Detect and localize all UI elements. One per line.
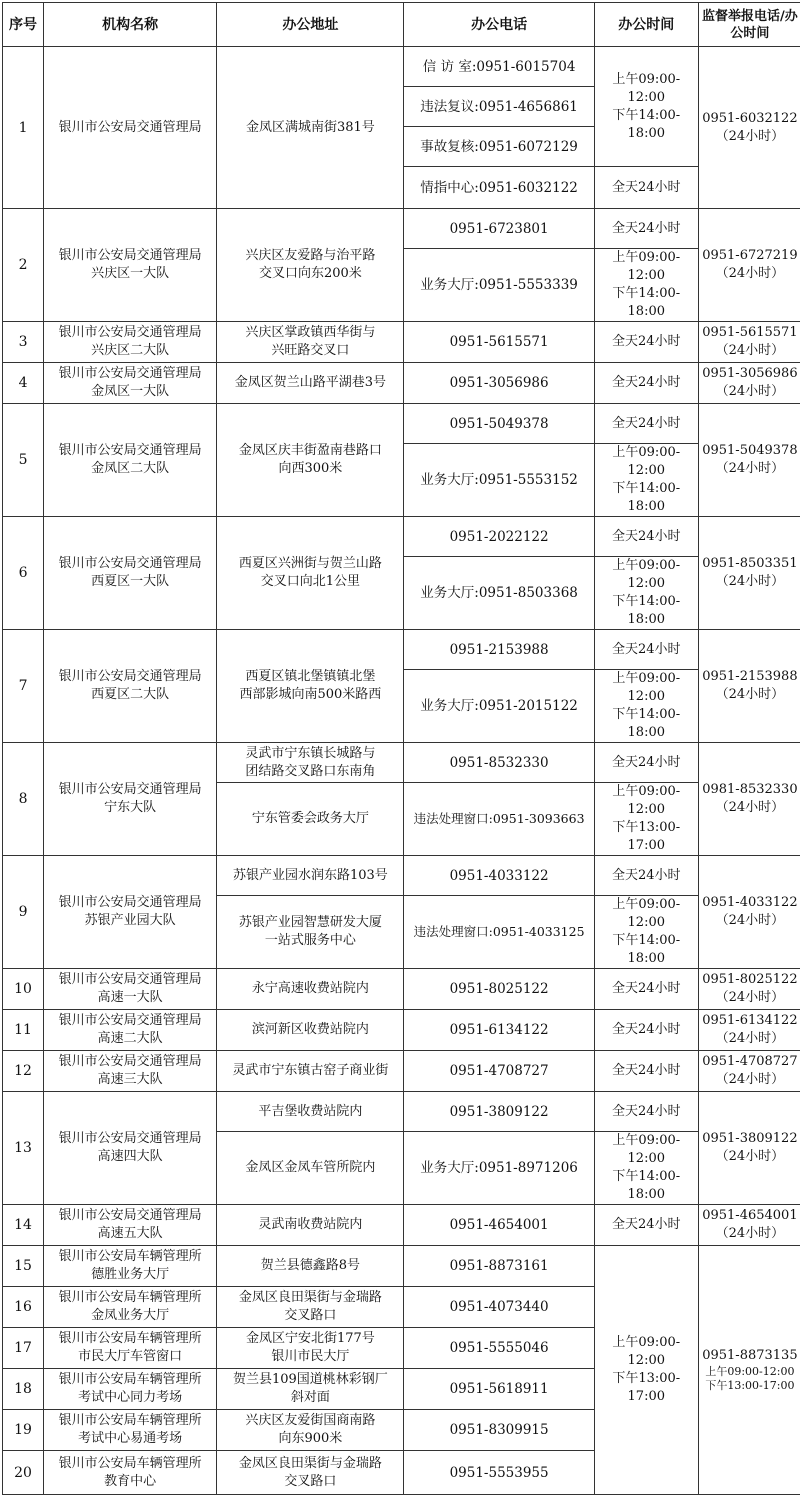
office-address: 贺兰县德鑫路8号 [217,1246,404,1287]
office-phone: 业务大厅:0951-5553152 [404,444,594,517]
office-phone: 违法处理窗口:0951-4033125 [404,896,594,969]
table-row [3,363,800,404]
supervision-phone: 0951-3809122 （24小时） [698,1092,800,1205]
office-address: 灵武市宁东镇长城路与 团结路交叉路口东南角 [217,743,404,783]
office-hours: 上午09:00-12:00 下午14:00-18:00 [594,444,698,517]
supervision-phone: 0951-5615571 （24小时） [698,322,800,363]
row-index: 16 [3,1287,44,1328]
table-row [3,969,800,1010]
office-hours: 上午09:00-12:00 下午14:00-18:00 [594,557,698,630]
row-index: 7 [3,630,44,743]
row-index: 13 [3,1092,44,1205]
row-index: 5 [3,404,44,517]
org-name: 银川市公安局交通管理局 高速四大队 [44,1092,217,1205]
office-address: 永宁高速收费站院内 [217,969,404,1010]
office-address: 苏银产业园水润东路103号 [217,856,404,896]
row-index: 12 [3,1051,44,1092]
office-hours: 上午09:00-12:00 下午14:00-18:00 [594,670,698,743]
office-hours: 全天24小时 [594,630,698,670]
supervision-phone: 0951-4654001 （24小时） [698,1205,800,1246]
row-index: 9 [3,856,44,969]
row-index: 11 [3,1010,44,1051]
office-phone: 0951-2153988 [404,630,594,670]
org-name: 银川市公安局交通管理局 西夏区二大队 [44,630,217,743]
row-index: 1 [3,47,44,209]
office-address: 西夏区兴洲街与贺兰山路 交叉口向北1公里 [217,517,404,630]
office-address: 灵武南收费站院内 [217,1205,404,1246]
table-row [3,1051,800,1092]
office-hours: 全天24小时 [594,743,698,783]
row-index: 2 [3,209,44,322]
office-phone: 情指中心:0951-6032122 [404,167,594,209]
supervision-phone: 0951-8025122 （24小时） [698,969,800,1010]
table-row [3,1205,800,1246]
office-hours: 全天24小时 [594,404,698,444]
office-phone: 0951-4033122 [404,856,594,896]
office-phone: 业务大厅:0951-2015122 [404,670,594,743]
org-name: 银川市公安局交通管理局 西夏区一大队 [44,517,217,630]
office-hours: 上午09:00-12:00 下午14:00-18:00 [594,1132,698,1205]
table-row [3,404,800,444]
office-phone: 0951-3056986 [404,363,594,404]
org-name: 银川市公安局车辆管理所 金凤业务大厅 [44,1287,217,1328]
org-name: 银川市公安局交通管理局 [44,47,217,209]
office-address: 金凤区良田渠街与金瑞路 交叉路口 [217,1451,404,1495]
row-index: 19 [3,1410,44,1451]
header-address: 办公地址 [217,3,404,47]
office-address: 金凤区庆丰街盈南巷路口 向西300米 [217,404,404,517]
office-hours: 上午09:00-12:00 下午14:00-18:00 [594,896,698,969]
office-phone: 事故复核:0951-6072129 [404,127,594,167]
office-address: 宁东管委会政务大厅 [217,783,404,856]
office-hours: 全天24小时 [594,969,698,1010]
office-phone: 0951-4708727 [404,1051,594,1092]
office-directory-table [2,2,800,1495]
office-address: 灵武市宁东镇古窑子商业街 [217,1051,404,1092]
header-hours: 办公时间 [594,3,698,47]
office-address: 平吉堡收费站院内 [217,1092,404,1132]
office-phone: 0951-5049378 [404,404,594,444]
supervision-phone: 0951-6032122 （24小时） [698,47,800,209]
table-row [3,322,800,363]
row-index: 6 [3,517,44,630]
office-hours: 全天24小时 [594,322,698,363]
table-row [3,47,800,87]
header-supervision: 监督举报电话/办公时间 [698,3,800,47]
row-index: 20 [3,1451,44,1495]
office-address: 金凤区金凤车管所院内 [217,1132,404,1205]
supervision-phone-number: 0951-8873135 [702,1348,797,1363]
header-phone: 办公电话 [404,3,594,47]
office-phone: 0951-6134122 [404,1010,594,1051]
supervision-hours: 上午09:00-12:00 下午13:00-17:00 [701,1365,799,1393]
office-address: 兴庆区友爱路与治平路 交叉口向东200米 [217,209,404,322]
office-hours: 上午09:00-12:00 下午14:00-18:00 [594,249,698,322]
office-phone: 0951-4654001 [404,1205,594,1246]
office-phone: 业务大厅:0951-5553339 [404,249,594,322]
office-phone: 0951-5615571 [404,322,594,363]
office-hours: 全天24小时 [594,1051,698,1092]
office-phone: 业务大厅:0951-8971206 [404,1132,594,1205]
org-name: 银川市公安局交通管理局 高速二大队 [44,1010,217,1051]
row-index: 15 [3,1246,44,1287]
org-name: 银川市公安局交通管理局 宁东大队 [44,743,217,856]
office-hours: 全天24小时 [594,517,698,557]
office-hours: 上午09:00-12:00 下午13:00-17:00 [594,783,698,856]
org-name: 银川市公安局车辆管理所 德胜业务大厅 [44,1246,217,1287]
org-name: 银川市公安局交通管理局 兴庆区二大队 [44,322,217,363]
table-row [3,209,800,249]
supervision-phone: 0951-6727219 （24小时） [698,209,800,322]
header-index: 序号 [3,3,44,47]
office-hours: 上午09:00-12:00 下午13:00-17:00 [594,1246,698,1495]
office-phone: 0951-5555046 [404,1328,594,1369]
office-hours: 上午09:00-12:00 下午14:00-18:00 [594,47,698,167]
office-address: 金凤区宁安北街177号 银川市民大厅 [217,1328,404,1369]
row-index: 17 [3,1328,44,1369]
office-phone: 0951-5618911 [404,1369,594,1410]
supervision-phone: 0951-6134122 （24小时） [698,1010,800,1051]
row-index: 10 [3,969,44,1010]
row-index: 14 [3,1205,44,1246]
table-row [3,856,800,896]
office-phone: 0951-6723801 [404,209,594,249]
org-name: 银川市公安局车辆管理所 考试中心同力考场 [44,1369,217,1410]
header-org: 机构名称 [44,3,217,47]
office-phone: 0951-3809122 [404,1092,594,1132]
supervision-phone [698,1246,800,1495]
office-hours: 全天24小时 [594,209,698,249]
table-row [3,1246,800,1287]
supervision-phone: 0951-2153988 （24小时） [698,630,800,743]
office-phone: 违法复议:0951-4656861 [404,87,594,127]
table-row [3,517,800,557]
office-phone: 0951-4073440 [404,1287,594,1328]
org-name: 银川市公安局交通管理局 兴庆区一大队 [44,209,217,322]
office-hours: 全天24小时 [594,1010,698,1051]
org-name: 银川市公安局交通管理局 高速五大队 [44,1205,217,1246]
supervision-phone: 0951-3056986 （24小时） [698,363,800,404]
org-name: 银川市公安局车辆管理所 市民大厅车管窗口 [44,1328,217,1369]
office-address: 贺兰县109国道桃林彩钢厂 斜对面 [217,1369,404,1410]
office-hours: 全天24小时 [594,363,698,404]
office-address: 金凤区满城南街381号 [217,47,404,209]
row-index: 3 [3,322,44,363]
office-phone: 违法处理窗口:0951-3093663 [404,783,594,856]
org-name: 银川市公安局交通管理局 金凤区一大队 [44,363,217,404]
supervision-phone: 0951-4708727 （24小时） [698,1051,800,1092]
table-row [3,630,800,670]
row-index: 4 [3,363,44,404]
office-phone: 0951-8025122 [404,969,594,1010]
office-phone: 0951-8873161 [404,1246,594,1287]
table-row [3,1092,800,1132]
row-index: 8 [3,743,44,856]
office-phone: 业务大厅:0951-8503368 [404,557,594,630]
office-address: 兴庆区友爱街国商南路 向东900米 [217,1410,404,1451]
office-phone: 0951-8532330 [404,743,594,783]
supervision-phone: 0951-5049378 （24小时） [698,404,800,517]
table-row [3,743,800,783]
org-name: 银川市公安局车辆管理所 考试中心易通考场 [44,1410,217,1451]
org-name: 银川市公安局交通管理局 金凤区二大队 [44,404,217,517]
office-address: 金凤区贺兰山路平湖巷3号 [217,363,404,404]
office-phone: 信 访 室:0951-6015704 [404,47,594,87]
supervision-phone: 0951-4033122 （24小时） [698,856,800,969]
org-name: 银川市公安局交通管理局 苏银产业园大队 [44,856,217,969]
org-name: 银川市公安局车辆管理所 教育中心 [44,1451,217,1495]
office-address: 苏银产业园智慧研发大厦 一站式服务中心 [217,896,404,969]
office-address: 西夏区镇北堡镇镇北堡 西部影城向南500米路西 [217,630,404,743]
org-name: 银川市公安局交通管理局 高速三大队 [44,1051,217,1092]
office-hours: 全天24小时 [594,1092,698,1132]
row-index: 18 [3,1369,44,1410]
office-phone: 0951-5553955 [404,1451,594,1495]
office-phone: 0951-8309915 [404,1410,594,1451]
office-address: 金凤区良田渠街与金瑞路 交叉路口 [217,1287,404,1328]
office-hours: 全天24小时 [594,167,698,209]
office-address: 滨河新区收费站院内 [217,1010,404,1051]
supervision-phone: 0951-8503351 （24小时） [698,517,800,630]
office-hours: 全天24小时 [594,856,698,896]
table-row [3,1010,800,1051]
org-name: 银川市公安局交通管理局 高速一大队 [44,969,217,1010]
supervision-phone: 0981-8532330 （24小时） [698,743,800,856]
office-address: 兴庆区掌政镇西华街与 兴旺路交叉口 [217,322,404,363]
office-phone: 0951-2022122 [404,517,594,557]
header-row [3,3,800,47]
office-hours: 全天24小时 [594,1205,698,1246]
